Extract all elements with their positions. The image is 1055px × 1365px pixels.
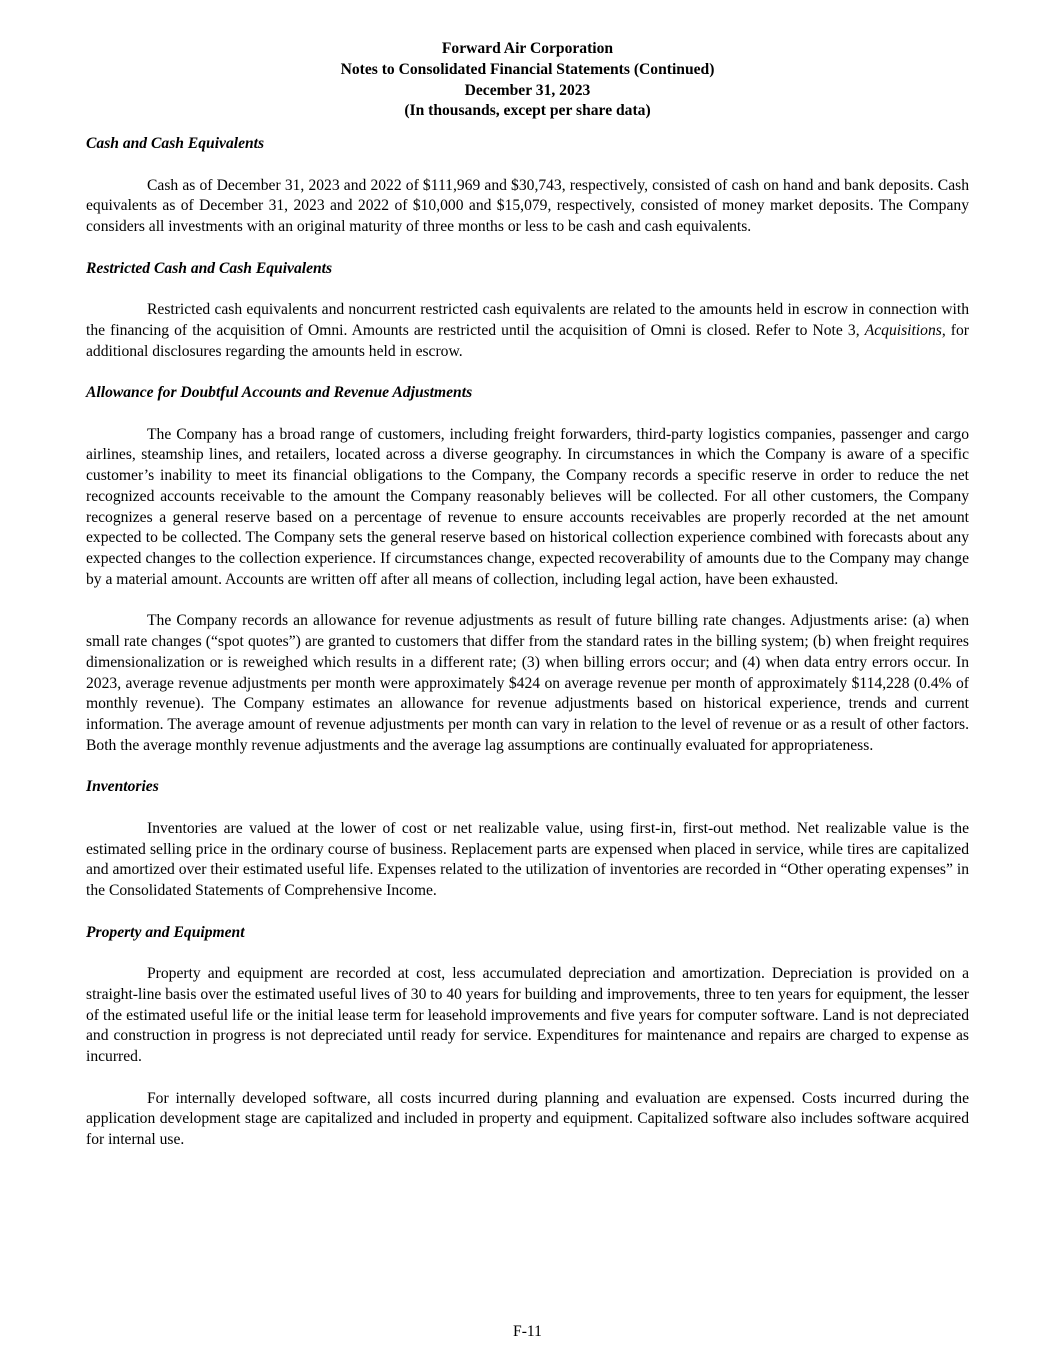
paragraph-inventories: Inventories are valued at the lower of cost or net realizable value, using first-in, first-out method. Net realizable value is the estimated selling price in the ordinary course of business. Replacement parts are expensed when placed in service, while tires are capitalized and amortized over their estimated useful life. Expenses related to the utilization of inventories are recorded in “Other operating expenses” in the Consolidated Statements of Comprehensive Income. [86, 819, 969, 899]
paragraph-revenue-adjustments: The Company records an allowance for revenue adjustments as result of future billing rate changes. Adjustments arise: (a) when small rate changes (“spot quotes”) are granted to customers that differ from the standard rates in the billing system; (b) when freight requires dimensionalization or is reweighed which results in a different rate; (3) when billing errors occur; and (4) when data entry errors occur. In 2023, average revenue adjustments per month were approximately $424 on average revenue per month of approximately $114,228 (0.4% of monthly revenue). The Company estimates an allowance for revenue adjustments based on historical experience, trends and current information. The average amount of revenue adjustments per month can vary in relation to the level of revenue or as a result of other factors. Both the average monthly revenue adjustments and the average lag assumptions are continually evaluated for appropriateness. [86, 612, 969, 754]
document-header [86, 39, 969, 122]
section-title-cash: Cash and Cash Equivalents [86, 135, 265, 152]
restricted-text-before: Restricted cash equivalents and noncurrent restricted cash equivalents are related to the amounts held in escrow in connection with the financing of the acquisition of Omni. Amounts are restricted until the acquisition of Omni is closed. Refer to Note 3, [86, 301, 969, 339]
paragraph-cash: Cash as of December 31, 2023 and 2022 of $111,969 and $30,743, respectively, consisted of cash on hand and bank deposits. Cash equivalents as of December 31, 2023 and 2022 of $10,000 and $15,079, respectively, consisted of money market deposits. The Company considers all investments with an original maturity of three months or less to be cash and cash equivalents. [86, 176, 969, 235]
section-title-allowance: Allowance for Doubtful Accounts and Revenue Adjustments [86, 384, 473, 401]
page-number: F-11 [513, 1323, 542, 1340]
units-note: (In thousands, except per share data) [404, 102, 651, 120]
restricted-text-after: , for additional disclosures regarding the amounts held in escrow. [86, 321, 969, 360]
paragraph-restricted-cash [86, 300, 969, 362]
paragraph-software: For internally developed software, all costs incurred during planning and evaluation are expensed. Costs incurred during the application development stage are capitalized and included in property and equipment. Capitalized software also includes software acquired for internal use. [86, 1089, 969, 1148]
paragraph-property: Property and equipment are recorded at cost, less accumulated depreciation and amortization. Depreciation is provided on a straight-line basis over the estimated useful lives of 30 to 40 years for building and improvements, three to ten years for equipment, the lesser of the estimated useful life or the initial lease term for leasehold improvements and five years for computer software. Land is not depreciated and construction in progress is not depreciated until ready for service. Expenditures for maintenance and repairs are charged to expense as incurred. [86, 965, 969, 1065]
note-reference-acquisitions: Acquisitions [864, 321, 942, 339]
section-title-property: Property and Equipment [86, 923, 245, 941]
company-name: Forward Air Corporation [441, 40, 614, 57]
section-title-restricted-cash: Restricted Cash and Cash Equivalents [86, 259, 333, 277]
paragraph-allowance-doubtful: The Company has a broad range of customers, including freight forwarders, third-party logistics companies, passenger and cargo airlines, steamship lines, and retailers, located across a diverse geography. In circumstances in which the Company is aware of a specific customer’s inability to meet its financial obligations to the Company, the Company records a specific reserve in order to reduce the net recognized accounts receivable to the amount the Company reasonably believes will be collected. For all other customers, the Company recognizes a general reserve based on a percentage of revenue to ensure accounts receivables are properly recorded at the net amount expected to be collected. The Company sets the general reserve based on historical collection experience combined with forecasts about any expected changes to the collection experience. If circumstances change, expected recoverability of amounts due to the Company may change by a material amount. Accounts are written off after all means of collection, including legal action, have been exhausted. [86, 425, 969, 588]
document-date: December 31, 2023 [464, 81, 591, 99]
document-title: Notes to Consolidated Financial Statements (Continued) [340, 60, 715, 78]
section-title-inventories: Inventories [86, 778, 159, 796]
document-page [86, 39, 969, 1151]
